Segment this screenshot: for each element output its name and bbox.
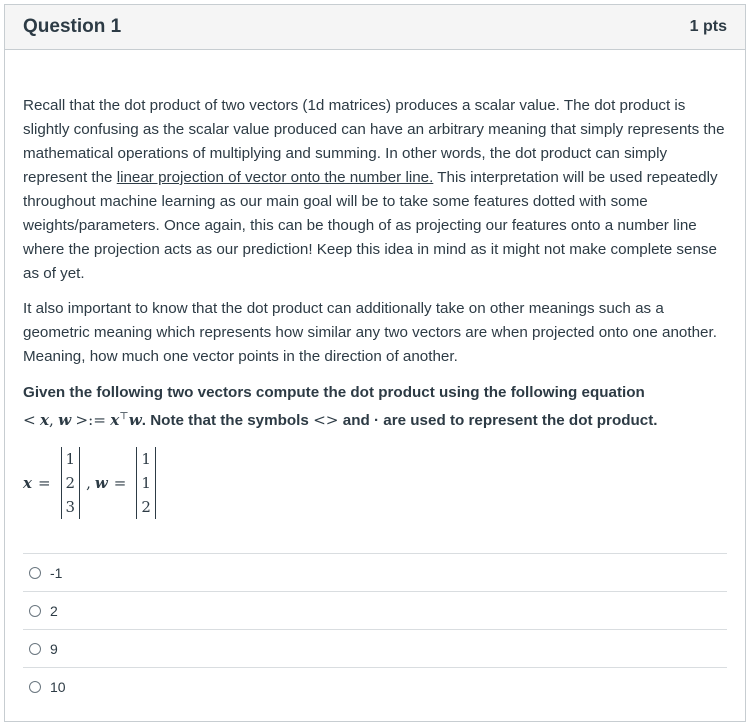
vector-x xyxy=(61,447,81,519)
question-prompt xyxy=(23,381,727,433)
answer-list xyxy=(23,553,727,705)
radio-button[interactable] xyxy=(29,643,41,655)
answer-label: 9 xyxy=(50,640,58,657)
answer-option[interactable] xyxy=(23,591,727,629)
radio-button[interactable] xyxy=(29,567,41,579)
vector-w-entry: 2 xyxy=(141,498,151,517)
math-def: >:= xyxy=(75,411,106,430)
vector-x-label: x xyxy=(23,474,32,493)
vector-x-entry: 3 xyxy=(65,498,76,517)
question-prompt-line1: Given the following two vectors compute the dot product using the following equation xyxy=(23,384,645,401)
answer-label: -1 xyxy=(50,564,63,581)
radio-button[interactable] xyxy=(29,605,41,617)
answer-option[interactable] xyxy=(23,553,727,591)
math-comma: , xyxy=(49,411,54,430)
vector-w-entry: 1 xyxy=(141,474,151,493)
question-note: . Note that the symbols xyxy=(141,412,314,430)
math-w2: w xyxy=(128,411,142,430)
question-note-end: and · are used to represent the dot product. xyxy=(338,412,658,430)
vector-separator: , xyxy=(86,474,91,493)
math-symbols: <> xyxy=(313,411,339,430)
answer-label: 10 xyxy=(50,678,66,695)
vector-x-entry: 2 xyxy=(65,474,76,493)
answer-option[interactable] xyxy=(23,629,727,667)
answer-option[interactable] xyxy=(23,667,727,705)
math-transpose: ⊤ xyxy=(119,411,129,422)
vector-w-entry: 1 xyxy=(141,450,151,469)
question-card xyxy=(4,4,746,722)
equals-sign: = xyxy=(37,474,51,493)
intro-text-end: This interpretation will be used repeatedly throughout machine learning as our main goal will be to take some features dotted with some weights/parameters. Once again, this can be though of as projecting our features onto a number line where the projection acts as our prediction! Keep this idea in mind as it might not make complete sense as of yet. xyxy=(23,169,718,282)
question-body xyxy=(5,50,745,705)
answer-label: 2 xyxy=(50,602,58,619)
question-title: Question 1 xyxy=(23,16,122,37)
vector-x-entry: 1 xyxy=(65,450,76,469)
math-x: x xyxy=(39,411,50,430)
intro-paragraph xyxy=(23,94,727,286)
geometric-paragraph: It also important to know that the dot product can additionally take on other meanings such as a geometric meaning which represents how similar any two vectors are when projected onto one another. Meaning, how much one vector points in the direction of another. xyxy=(23,300,717,365)
radio-button[interactable] xyxy=(29,681,41,693)
vector-w-label: w xyxy=(94,474,108,493)
math-lt: < xyxy=(23,411,36,430)
question-points: 1 pts xyxy=(689,18,727,35)
equals-sign: = xyxy=(113,474,127,493)
question-prompt-line2 xyxy=(23,405,727,433)
intro-text-start: Recall that the dot product of two vectors (1d matrices) produces a scalar value. The dot product is slightly confusing as the scalar value produced can have an arbitrary meaning that simply represents the mathematical operations of multiplying and summing. In other words, the dot product can simply represent the xyxy=(23,97,725,186)
vector-definitions xyxy=(23,447,727,519)
linear-projection-link[interactable]: linear projection of vector onto the number line. xyxy=(116,169,434,186)
math-w: w xyxy=(58,411,72,430)
math-x2: x xyxy=(110,411,120,430)
question-header xyxy=(5,5,745,50)
vector-w xyxy=(136,447,156,519)
